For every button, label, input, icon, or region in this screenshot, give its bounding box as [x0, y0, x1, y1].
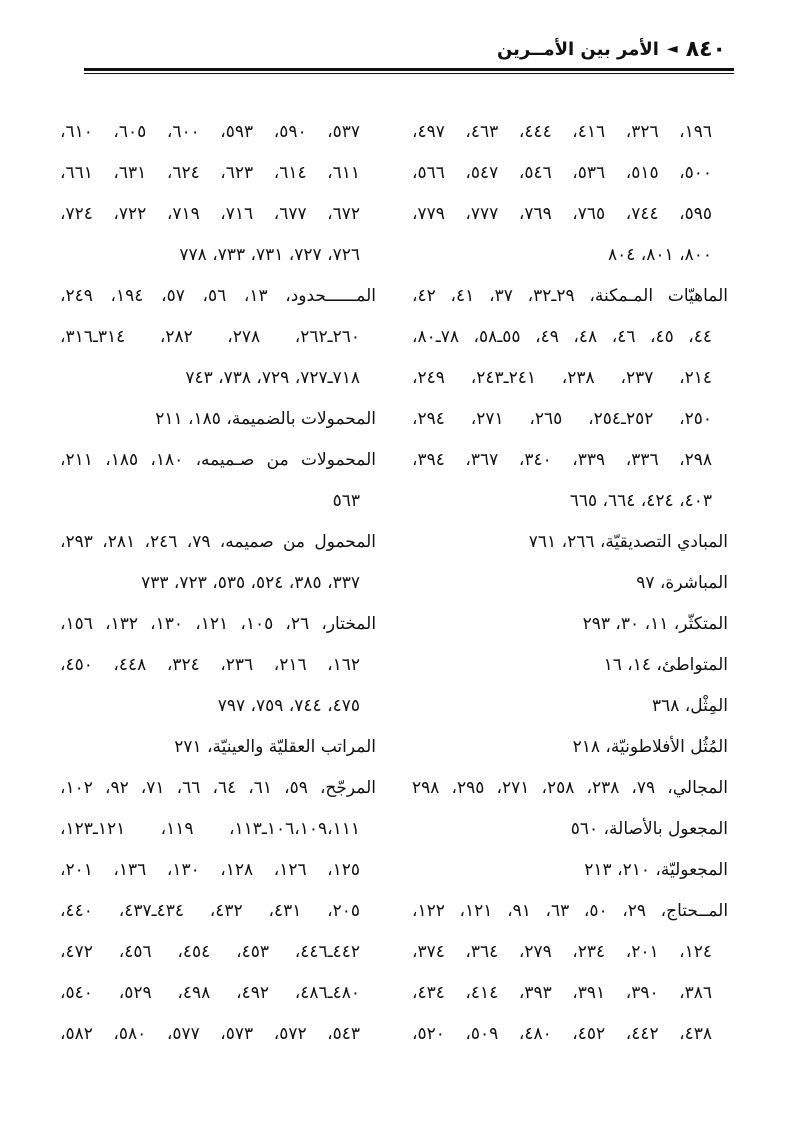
- index-continuation-line: ١٢٤، ٢٠١، ٢٣٤، ٢٧٩، ٣٦٤، ٣٧٤،: [412, 942, 713, 962]
- index-continuation-line: ١٩٦، ٣٢٦، ٤١٦، ٤٤٤، ٤٦٣، ٤٩٧،: [412, 122, 713, 142]
- index-continuation-line: ٢١٤، ٢٣٧، ٢٣٨، ٢٤١ـ٢٤٣، ٢٤٩،: [412, 368, 713, 388]
- index-continuation-line: ١٢٥، ١٢٦، ١٢٨، ١٣٠، ١٣٦، ٢٠١،: [60, 860, 361, 880]
- index-continuation-line: ٢٥٠، ٢٥٢ـ٢٥٤، ٢٦٥، ٢٧١، ٢٩٤،: [412, 409, 713, 429]
- index-entry-line: المحمولات بالضميمة، ١٨٥، ٢١١: [155, 409, 376, 429]
- index-entry-line: المراتب العقليّة والعينيّة، ٢٧١: [174, 737, 376, 757]
- index-continuation-line: ٢٩٨، ٣٣٦، ٣٣٩، ٣٤٠، ٣٦٧، ٣٩٤،: [412, 450, 713, 470]
- index-continuation-line: ٤٧٥، ٧٤٤، ٧٥٩، ٧٩٧: [217, 696, 360, 716]
- index-continuation-line: ٥٦٣: [332, 491, 360, 511]
- index-entry-line: المحمولات من صـميمه، ١٨٠، ١٨٥، ٢١١،: [60, 450, 376, 470]
- index-continuation-line: ٣٣٧، ٣٨٥، ٥٢٤، ٥٣٥، ٧٢٣، ٧٣٣: [141, 573, 360, 593]
- index-continuation-line: ٤٤٢ـ٤٤٦، ٤٥٣، ٤٥٤، ٤٥٦، ٤٧٢،: [60, 942, 361, 962]
- index-continuation-line: ٦١١، ٦١٤، ٦٢٣، ٦٢٤، ٦٣١، ٦٦١،: [60, 163, 361, 183]
- index-continuation-line: ٥٩٥، ٧٤٤، ٧٦٥، ٧٦٩، ٧٧٧، ٧٧٩،: [412, 204, 713, 224]
- index-continuation-line: ٥٠٠، ٥١٥، ٥٣٦، ٥٤٦، ٥٤٧، ٥٦٦،: [412, 163, 713, 183]
- header-rule-thick: [84, 68, 734, 71]
- header-rule-thin: [84, 73, 734, 74]
- index-column-left: [60, 112, 376, 1055]
- index-entry-line: المختار، ٢٦، ١٠٥، ١٢١، ١٣٠، ١٣٢، ١٥٦،: [60, 614, 376, 634]
- index-continuation-line: ٨٠٠، ٨٠١، ٨٠٤: [608, 245, 712, 265]
- index-entry-line: المُثُل الأفلاطونيّة، ٢١٨: [572, 737, 728, 757]
- index-entry-line: المحمول من صميمه، ٧٩، ٢٤٦، ٢٨١، ٢٩٣،: [60, 532, 376, 552]
- index-continuation-line: ٤٣٨، ٤٤٢، ٤٥٢، ٤٨٠، ٥٠٩، ٥٢٠،: [412, 1024, 713, 1044]
- index-entry-line: المجالي، ٧٩، ٢٣٨، ٢٥٨، ٢٧١، ٢٩٥، ٢٩٨: [412, 778, 728, 798]
- index-continuation-line: ٧٢٦، ٧٢٧، ٧٣١، ٧٣٣، ٧٧٨: [179, 245, 360, 265]
- index-continuation-line: ٦٧٢، ٦٧٧، ٧١٦، ٧١٩، ٧٢٢، ٧٢٤،: [60, 204, 361, 224]
- index-entry-line: المرجّح، ٥٩، ٦١، ٦٤، ٦٦، ٧١، ٩٢، ١٠٢،: [60, 778, 376, 798]
- index-continuation-line: ٥٤٣، ٥٧٢، ٥٧٣، ٥٧٧، ٥٨٠، ٥٨٢،: [60, 1024, 361, 1044]
- index-entry-line: المتكثّر، ١١، ٣٠، ٢٩٣: [582, 614, 728, 634]
- index-continuation-line: ٧١٨ـ٧٢٧، ٧٢٩، ٧٣٨، ٧٤٣: [185, 368, 360, 388]
- index-entry-line: الماهيّات المـمكنة، ٢٩ـ٣٢، ٣٧، ٤١، ٤٢،: [412, 286, 728, 306]
- index-continuation-line: ٤٤، ٤٥، ٤٦، ٤٨، ٤٩، ٥٥ـ٥٨، ٧٨ـ٨٠،: [412, 327, 713, 347]
- index-entry-line: المتواطئ، ١٤، ١٦: [603, 655, 728, 675]
- index-continuation-line: ٢٠٥، ٤٣١، ٤٣٢، ٤٣٤ـ٤٣٧، ٤٤٠،: [60, 901, 361, 921]
- index-continuation-line: ٣٨٦، ٣٩٠، ٣٩١، ٣٩٣، ٤١٤، ٤٣٤،: [412, 983, 713, 1003]
- index-continuation-line: ١٠٦،١٠٩،١١١ـ١١٣، ١١٩، ١٢١ـ١٢٣،: [60, 819, 360, 839]
- index-entry-line: المــــــحدود، ١٣، ٥٦، ٥٧، ١٩٤، ٢٤٩،: [60, 286, 376, 306]
- header-title: الأمر بين الأمــرين: [496, 38, 659, 60]
- index-continuation-line: ٤٨٠ـ٤٨٦، ٤٩٢، ٤٩٨، ٥٢٩، ٥٤٠،: [60, 983, 361, 1003]
- index-continuation-line: ٥٣٧، ٥٩٠، ٥٩٣، ٦٠٠، ٦٠٥، ٦١٠،: [60, 122, 361, 142]
- index-entry-line: المبادي التصديقيّة، ٢٦٦، ٧٦١: [528, 532, 728, 552]
- index-entry-line: المجعوليّة، ٢١٠، ٢١٣: [584, 860, 728, 880]
- triangle-arrow-icon: ◄: [666, 41, 678, 57]
- index-continuation-line: ٤٠٣، ٤٢٤، ٦٦٤، ٦٦٥: [569, 491, 712, 511]
- index-entry-line: المجعول بالأصالة، ٥٦٠: [570, 819, 728, 839]
- running-header: [86, 34, 726, 64]
- index-entry-line: المــحتاج، ٢٩، ٥٠، ٦٣، ٩١، ١٢١، ١٢٢،: [412, 901, 728, 921]
- index-continuation-line: ١٦٢، ٢١٦، ٢٣٦، ٣٢٤، ٤٤٨، ٤٥٠،: [60, 655, 361, 675]
- index-entry-line: المِثْل، ٣٦٨: [651, 696, 728, 716]
- index-continuation-line: ٢٦٠ـ٢٦٢، ٢٧٨، ٢٨٢، ٣١٤ـ٣١٦،: [60, 327, 360, 347]
- index-column-right: [412, 112, 728, 1055]
- page-number: ٨٤٠: [685, 36, 726, 62]
- index-entry-line: المباشرة، ٩٧: [636, 573, 728, 593]
